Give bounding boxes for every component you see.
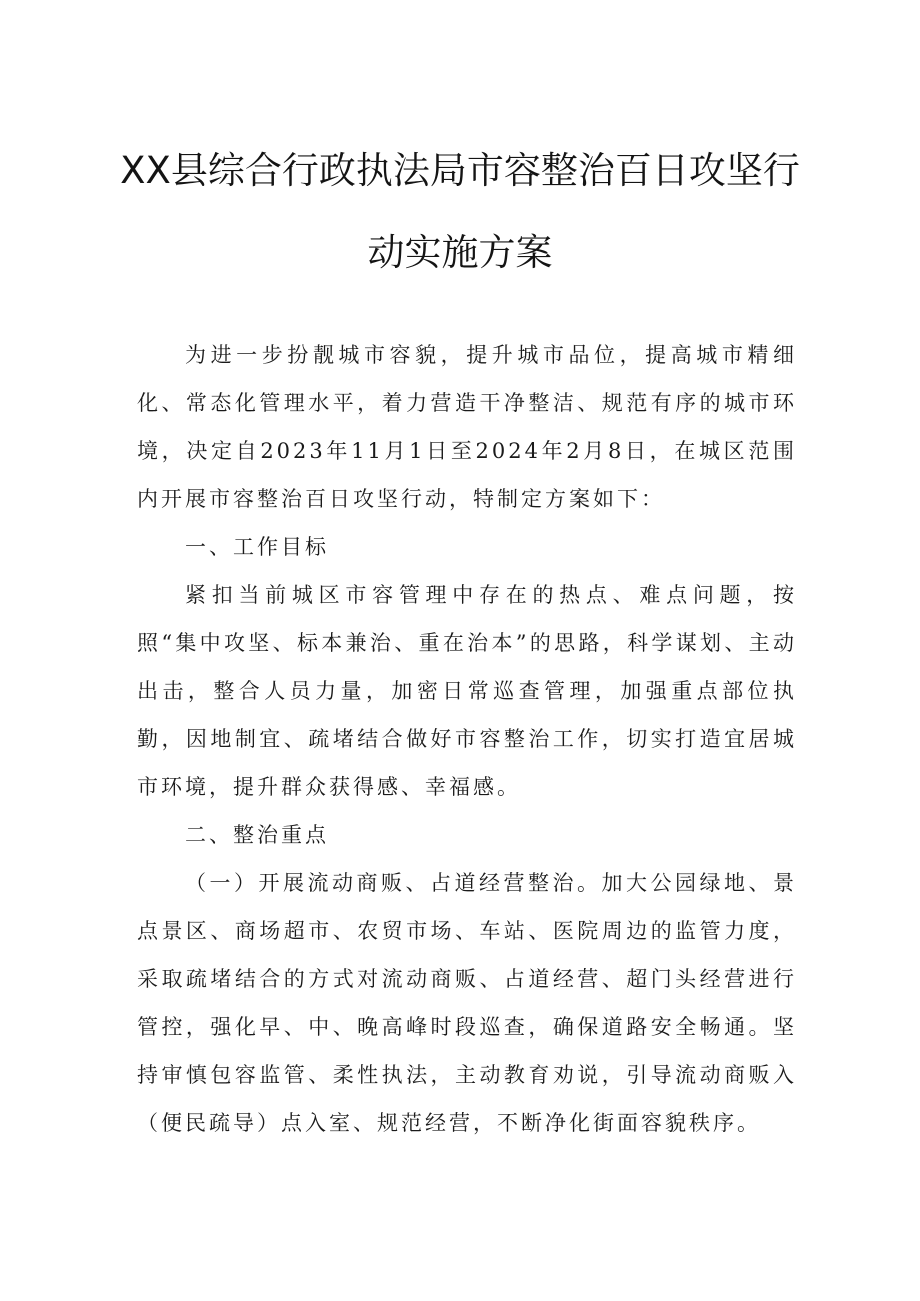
work-goal-paragraph: 紧扣当前城区市容管理中存在的热点、难点问题，按照“集中攻坚、标本兼治、重在治本”的思路，科学谋划、主动出击，整合人员力量，加密日常巡查管理，加强重点部位执勤，因地制宜、疏堵结合做好市容整治工作，切实打造宜居城市环境，提升群众获得感、幸福感。 xyxy=(137,583,797,799)
document-title-line-1: XX县综合行政执法局市容整治百日攻坚行 xyxy=(120,149,800,192)
section-heading-work-goal: 一、工作目标 xyxy=(185,535,329,559)
document-title-line-2: 动实施方案 xyxy=(367,231,553,274)
intro-paragraph: 为进一步扮靓城市容貌，提升城市品位，提高城市精细化、常态化管理水平，着力营造干净整洁、规范有序的城市环境，决定自2023年11月1日至2024年2月8日，在城区范围内开展市容整治百日攻坚行动，特制定方案如下： xyxy=(137,343,797,511)
section-heading-rectification-focus: 二、整治重点 xyxy=(185,823,329,847)
rectification-item-1-paragraph: （一）开展流动商贩、占道经营整治。加大公园绿地、景点景区、商场超市、农贸市场、车站、医院周边的监管力度，采取疏堵结合的方式对流动商贩、占道经营、超门头经营进行管控，强化早、中、晚高峰时段巡查，确保道路安全畅通。坚持审慎包容监管、柔性执法，主动教育劝说，引导流动商贩入（便民疏导）点入室、规范经营，不断净化街面容貌秩序。 xyxy=(137,871,797,1135)
